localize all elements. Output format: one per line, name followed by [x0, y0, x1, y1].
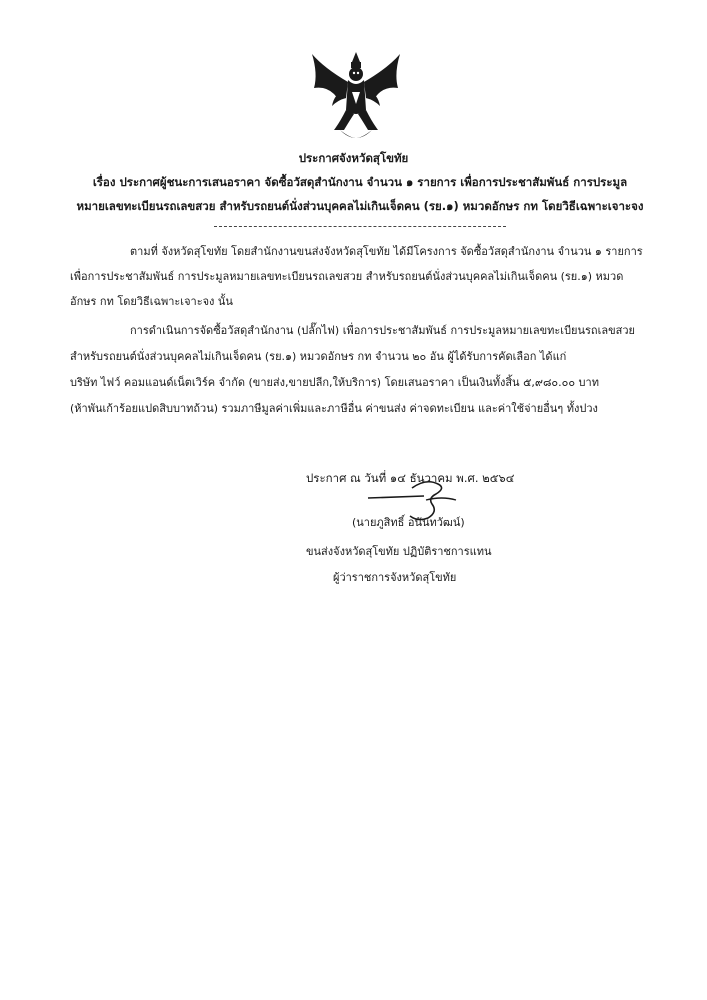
paragraph-2-line-2: สำหรับรถยนต์นั่งส่วนบุคคลไม่เกินเจ็ดคน (รย.๑) หมวดอักษร กท จำนวน ๒๐ อัน ผู้ได้รับการคัดเลือก ได้แก่ [70, 350, 567, 363]
garuda-emblem-icon [304, 48, 408, 146]
paragraph-1-line-3: อักษร กท โดยวิธีเฉพาะเจาะจง นั้น [70, 295, 233, 308]
subject-line-1: เรื่อง ประกาศผู้ชนะการเสนอราคา จัดซื้อวัสดุสำนักงาน จำนวน ๑ รายการ เพื่อการประชาสัมพันธ์ การประมูล [92, 175, 628, 189]
paragraph-1-line-1: ตามที่ จังหวัดสุโขทัย โดยสำนักงานขนส่งจังหวัดสุโขทัย ได้มีโครงการ จัดซื้อวัสดุสำนักงาน จำนวน ๑ รายการ [130, 245, 643, 258]
announcement-date: ประกาศ ณ วันที่ ๑๔ ธันวาคม พ.ศ. ๒๕๖๔ [306, 471, 515, 485]
subject-line-2: หมายเลขทะเบียนรถเลขสวย สำหรับรถยนต์นั่งส่วนบุคคลไม่เกินเจ็ดคน (รย.๑) หมวดอักษร กท โดยวิธีเฉพาะเจาะจง [76, 199, 644, 213]
signer-authority: ผู้ว่าราชการจังหวัดสุโขทัย [333, 571, 457, 584]
paragraph-2-line-4: (ห้าพันเก้าร้อยแปดสิบบาทถ้วน) รวมภาษีมูลค่าเพิ่มและภาษีอื่น ค่าขนส่ง ค่าจดทะเบียน และค่าใช้จ่ายอื่นๆ ทั้งปวง [70, 402, 598, 415]
signer-name: (นายภูสิทธิ์ อนันทวัฒน์) [352, 516, 465, 529]
document-title: ประกาศจังหวัดสุโขทัย [298, 151, 409, 165]
paragraph-2-line-1: การดำเนินการจัดซื้อวัสดุสำนักงาน (ปลั๊กไฟ) เพื่อการประชาสัมพันธ์ การประมูลหมายเลขทะเบียนรถเลขสวย [130, 324, 635, 337]
separator-line [214, 226, 506, 227]
paragraph-2-line-3: บริษัท ไฟว์ คอมแอนด์เน็ตเวิร์ค จำกัด (ขายส่ง,ขายปลีก,ให้บริการ) โดยเสนอราคา เป็นเงินทั้งสิ้น ๕,๙๘๐.๐๐ บาท [70, 376, 599, 389]
signer-position: ขนส่งจังหวัดสุโขทัย ปฏิบัติราชการแทน [306, 545, 492, 558]
paragraph-1-line-2: เพื่อการประชาสัมพันธ์ การประมูลหมายเลขทะเบียนรถเลขสวย สำหรับรถยนต์นั่งส่วนบุคคลไม่เกินเจ็ดคน (รย.๑) หมวด [70, 270, 624, 283]
